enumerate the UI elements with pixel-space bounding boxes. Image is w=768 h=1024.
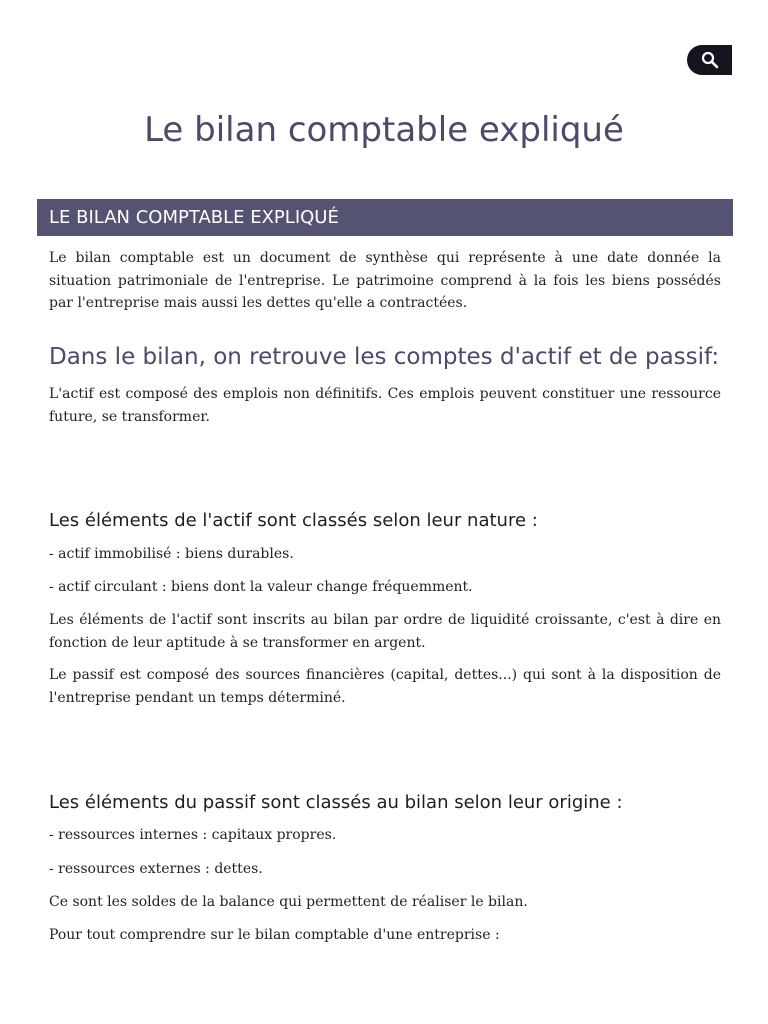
soldes-paragraph: Ce sont les soldes de la balance qui permettent de réaliser le bilan.: [49, 894, 528, 910]
list-item-actif-circulant: - actif circulant : biens dont la valeur change fréquemment.: [49, 579, 473, 595]
actif-liquidite-paragraph: Les éléments de l'actif sont inscrits au bilan par ordre de liquidité croissante, c'est à dire en fonction de leur aptitude à se transformer en argent.: [49, 612, 721, 651]
pour-tout-paragraph: Pour tout comprendre sur le bilan comptable d'une entreprise :: [49, 927, 500, 943]
list-item-actif-immobilise: - actif immobilisé : biens durables.: [49, 546, 294, 562]
search-icon: [701, 51, 719, 69]
passif-definition-paragraph: Le passif est composé des sources financières (capital, dettes...) qui sont à la disposition de l'entreprise pendant un temps déterminé.: [49, 667, 721, 706]
heading-passif: Les éléments du passif sont classés au bilan selon leur origine :: [49, 792, 623, 813]
list-item-ressources-internes: - ressources internes : capitaux propres.: [49, 827, 337, 843]
heading-actif: Les éléments de l'actif sont classés selon leur nature :: [49, 510, 538, 531]
section-banner: LE BILAN COMPTABLE EXPLIQUÉ: [37, 199, 733, 236]
search-button[interactable]: [687, 45, 732, 75]
list-item-ressources-externes: - ressources externes : dettes.: [49, 861, 263, 877]
intro-paragraph: Le bilan comptable est un document de synthèse qui représente à une date donnée la situation patrimoniale de l'entreprise. Le patrimoine comprend à la fois les biens possédés par l'entreprise mais aussi les dettes qu'elle a contractées.: [49, 250, 721, 311]
page-title: Le bilan comptable expliqué: [144, 110, 624, 150]
actif-definition-paragraph: L'actif est composé des emplois non définitifs. Ces emplois peuvent constituer une ressource future, se transformer.: [49, 386, 721, 425]
heading-comptes: Dans le bilan, on retrouve les comptes d'actif et de passif:: [49, 344, 720, 370]
